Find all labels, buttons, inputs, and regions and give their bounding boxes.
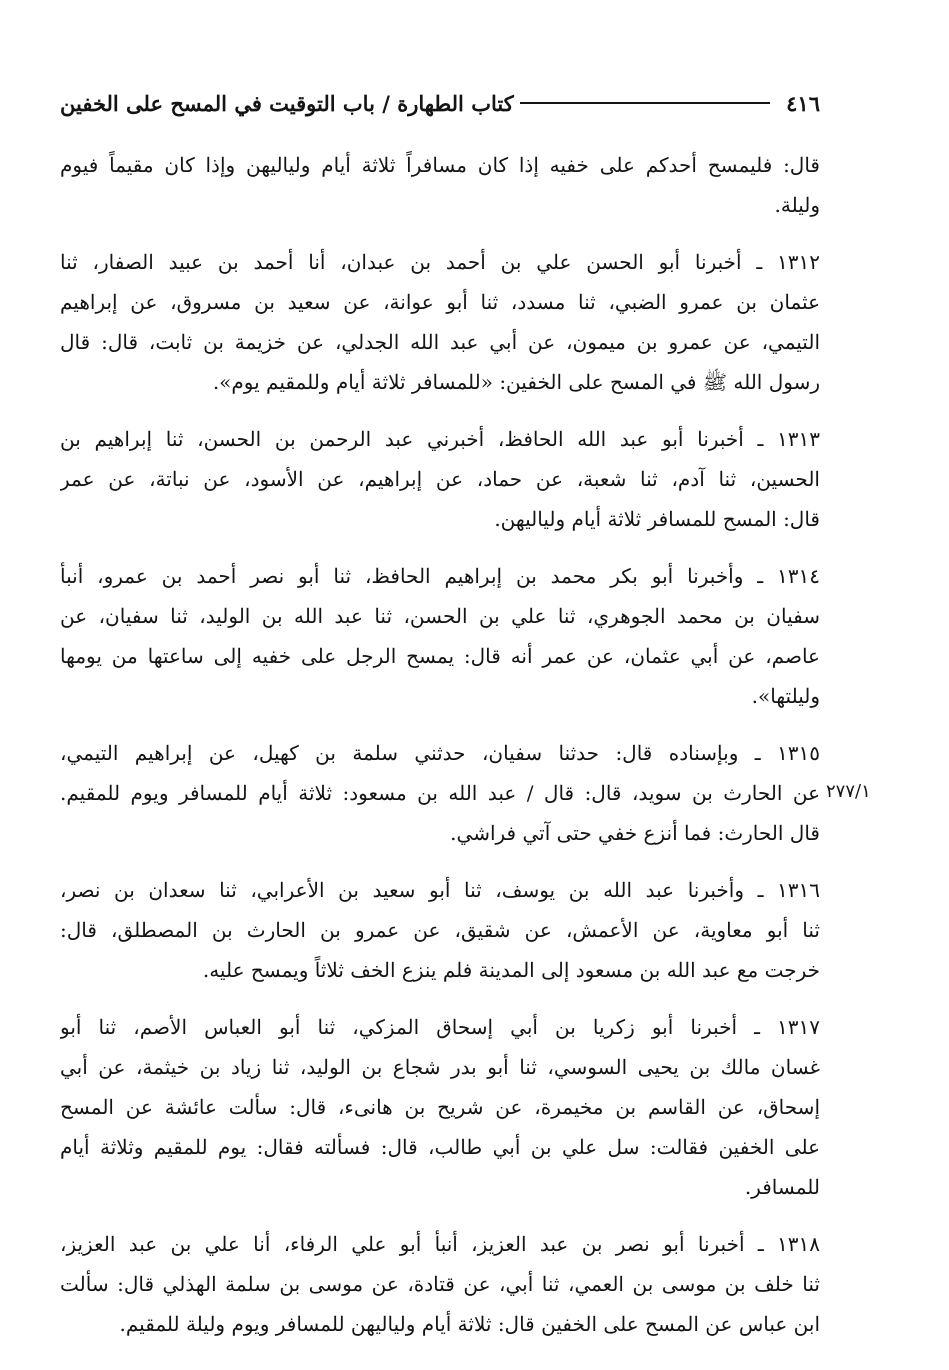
hadith-paragraph <box>60 242 820 402</box>
hadith-paragraph <box>60 1224 820 1344</box>
text-line: ١٣١٧ ـ أخبرنا أبو زكريا بن أبي إسحاق المزكي، ثنا أبو العباس الأصم، ثنا أبو <box>60 1015 820 1039</box>
text-line: ١٣١٤ ـ وأخبرنا أبو بكر محمد بن إبراهيم الحافظ، ثنا أبو نصر أحمد بن عمرو، أنبأ <box>60 564 820 588</box>
hadith-paragraph <box>60 419 820 539</box>
text-line: ١٣١٢ ـ أخبرنا أبو الحسن علي بن أحمد بن عبدان، أنا أحمد بن عبيد الصفار، ثنا <box>60 250 820 274</box>
text-line: ثنا أبو معاوية، عن الأعمش، عن شقيق، عن عمرو بن الحارث بن المصطلق، قال: <box>60 918 820 942</box>
text-line: التيمي، عن عمرو بن ميمون، عن أبي عبد الله الجدلي، عن خزيمة بن ثابت، قال: قال <box>60 330 820 354</box>
text-line: ١٣١٣ ـ أخبرنا أبو عبد الله الحافظ، أخبرني عبد الرحمن بن الحسن، ثنا إبراهيم بن <box>60 427 820 451</box>
text-line: عاصم، عن أبي عثمان، عن عمر أنه قال: يمسح الرجل على خفيه إلى ساعتها من يومها <box>60 644 820 668</box>
margin-reference: ٢٧٧/١ <box>826 781 871 802</box>
text-line: ١٣١٦ ـ وأخبرنا عبد الله بن يوسف، ثنا أبو سعيد بن الأعرابي، ثنا سعدان بن نصر، <box>60 878 820 902</box>
text-line: خرجت مع عبد الله بن مسعود إلى المدينة فلم ينزع الخف ثلاثاً ويمسح عليه. <box>202 958 820 982</box>
hadith-paragraph <box>60 870 820 990</box>
text-line: إسحاق، عن القاسم بن مخيمرة، عن شريح بن هانىء، قال: سألت عائشة عن المسح <box>60 1095 820 1119</box>
text-line: ١٣١٨ ـ أخبرنا أبو نصر بن عبد العزيز، أنبأ أبو علي الرفاء، أنا علي بن عبد العزيز، <box>60 1232 820 1256</box>
text-line: قال: فليمسح أحدكم على خفيه إذا كان مسافراً ثلاثة أيام ولياليهن وإذا كان مقيماً فيوم <box>60 153 820 177</box>
text-line: وليلتها». <box>751 684 820 708</box>
page-number: ٤١٦ <box>786 90 820 116</box>
text-line: سفيان بن محمد الجوهري، ثنا علي بن الحسن، ثنا عبد الله بن الوليد، ثنا سفيان، عن <box>60 604 820 628</box>
text-line: عثمان بن عمرو الضبي، ثنا مسدد، ثنا أبو عوانة، عن سعيد بن مسروق، عن إبراهيم <box>60 290 820 314</box>
text-line: ١٣١٥ ـ وبإسناده قال: حدثنا سفيان، حدثني سلمة بن كهيل، عن إبراهيم التيمي، <box>60 741 820 765</box>
text-line: ثنا خلف بن موسى بن العمي، ثنا أبي، عن قتادة، عن موسى بن سلمة الهذلي قال: سألت <box>60 1272 820 1296</box>
text-line: قال: المسح للمسافر ثلاثة أيام ولياليهن. <box>494 507 820 531</box>
page-body <box>60 145 820 1361</box>
hadith-paragraph <box>60 1007 820 1207</box>
text-line: رسول الله ﷺ في المسح على الخفين: «للمسافر ثلاثة أيام وللمقيم يوم». <box>212 370 820 394</box>
text-line: عن الحارث بن سويد، قال: قال / عبد الله بن مسعود: ثلاثة أيام للمسافر ويوم للمقيم. <box>60 781 820 805</box>
text-line: ابن عباس عن المسح على الخفين قال: ثلاثة أيام ولياليهن للمسافر ويوم وليلة للمقيم. <box>119 1312 820 1336</box>
hadith-paragraph <box>60 733 820 853</box>
text-line: قال الحارث: فما أنزع خفي حتى آتي فراشي. <box>450 821 820 845</box>
hadith-paragraph <box>60 145 820 225</box>
header-rule <box>520 102 770 104</box>
hadith-paragraph <box>60 556 820 716</box>
text-line: غسان مالك بن يحيى السوسي، ثنا أبو بدر شجاع بن الوليد، ثنا زياد بن خيثمة، عن أبي <box>60 1055 820 1079</box>
text-line: وليلة. <box>774 193 820 217</box>
text-line: للمسافر. <box>744 1175 820 1199</box>
text-line: على الخفين فقالت: سل علي بن أبي طالب، قال: فسألته فقال: يوم للمقيم وثلاثة أيام <box>60 1135 820 1159</box>
chapter-title: كتاب الطهارة / باب التوقيت في المسح على الخفين <box>60 90 514 116</box>
text-line: الحسين، ثنا آدم، ثنا شعبة، عن حماد، عن إبراهيم، عن الأسود، عن نباتة، عن عمر <box>60 467 820 491</box>
running-header <box>60 86 820 120</box>
